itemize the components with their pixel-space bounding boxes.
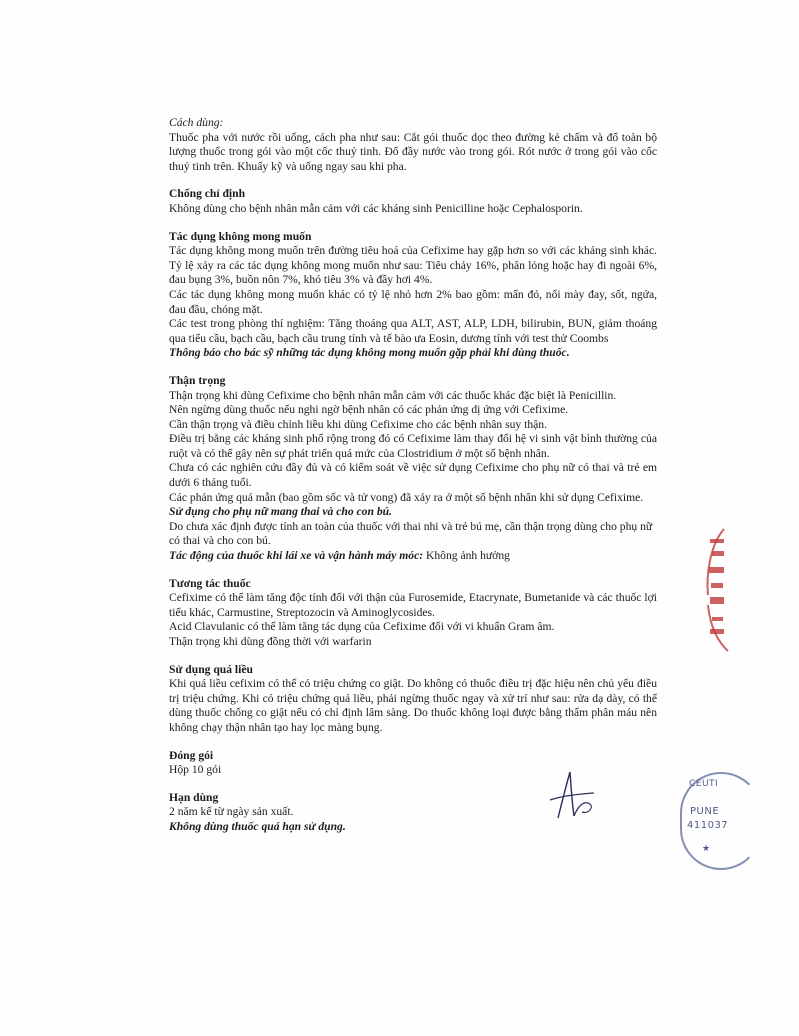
precautions-section bbox=[169, 374, 657, 564]
precaution-line: Cần thận trọng và điều chỉnh liều khi dùng Cefixime cho các bệnh nhân suy thận. bbox=[169, 417, 547, 431]
pregnancy-heading: Sử dụng cho phụ nữ mang thai và cho con bú. bbox=[169, 505, 392, 519]
side-effects-paragraph: Các tác dụng không mong muốn khác có tỷ lệ nhỏ hơn 2% bao gồm: mẩn đỏ, nổi mày đay, sốt, ngứa, đau đầu, chóng mặt. bbox=[169, 287, 657, 316]
side-effects-paragraph: Tác dụng không mong muốn trên đường tiêu hoá của Cefixime hay gặp hơn so với các kháng sinh khác. Tỷ lệ xảy ra các tác dụng không mong muốn như sau: Tiêu chảy 16%, phân lỏng hoặc hay đi ngoài 6%, đau bụng 3%, buồn nôn 7%, khó tiêu 3% và đầy hơi 4%. bbox=[169, 244, 657, 287]
precaution-line: Chưa có các nghiên cứu đầy đủ và có kiểm soát về việc sử dụng Cefixime cho phụ nữ có thai và trẻ em dưới 6 tháng tuổi. bbox=[169, 461, 657, 490]
interactions-heading: Tương tác thuốc bbox=[169, 576, 251, 590]
driving-heading: Tác động của thuốc khi lái xe và vận hành máy móc: bbox=[169, 549, 424, 563]
stamp-text-city: PUNE bbox=[690, 806, 720, 817]
usage-heading: Cách dùng: bbox=[169, 116, 224, 129]
side-effects-heading: Tác dụng không mong muốn bbox=[169, 229, 312, 243]
pregnancy-text: Do chưa xác định được tính an toàn của thuốc với thai nhi và trẻ bú mẹ, cần thận trọng dùng cho phụ nữ có thai và cho con bú. bbox=[169, 519, 653, 548]
precaution-line: Điều trị bằng các kháng sinh phổ rộng trong đó có Cefixime làm thay đổi hệ vi sinh vật bình thường của ruột và có thể gây nên sự phát triển quá mức của Clostridium ở một số bệnh nhân. bbox=[169, 432, 657, 460]
contraindications-heading: Chống chỉ định bbox=[169, 187, 246, 201]
precautions-heading: Thận trọng bbox=[169, 373, 226, 387]
signature-mark bbox=[544, 766, 600, 826]
document-body bbox=[169, 116, 657, 835]
interaction-line: Acid Clavulanic có thể làm tăng tác dụng của Cefixime đối với vi khuẩn Gram âm. bbox=[169, 620, 555, 634]
usage-text: Thuốc pha với nước rồi uống, cách pha như sau: Cắt gói thuốc dọc theo đường kẻ chấm và đổ toàn bộ lượng thuốc trong gói vào một cốc thuỷ tinh. Đổ đầy nước vào trong gói. Rót nước ở trong gói vào cốc thuỷ tinh trên. Khuấy kỹ và uống ngay sau khi pha. bbox=[169, 130, 657, 173]
stamp-text-top: CEUTI bbox=[689, 779, 719, 789]
overdose-heading: Sử dụng quá liều bbox=[169, 662, 253, 676]
precaution-line: Các phản ứng quá mẫn (bao gồm sốc và tử vong) đã xảy ra ở một số bệnh nhân khi sử dụng Cefixime. bbox=[169, 490, 644, 504]
expiry-text: 2 năm kể từ ngày sản xuất. bbox=[169, 805, 294, 819]
precaution-line: Nên ngừng dùng thuốc nếu nghi ngờ bệnh nhân có các phản ứng dị ứng với Cefixime. bbox=[169, 403, 569, 417]
driving-line bbox=[169, 549, 657, 564]
interactions-section bbox=[169, 577, 657, 650]
packaging-heading: Đóng gói bbox=[169, 748, 214, 762]
driving-text: Không ảnh hưởng bbox=[423, 549, 510, 563]
stamp-text-code: 411037 bbox=[687, 820, 729, 831]
expiry-warning: Không dùng thuốc quá hạn sử dụng. bbox=[169, 819, 346, 833]
red-stamp-fragment bbox=[700, 525, 730, 655]
side-effects-paragraph: Các test trong phòng thí nghiệm: Tăng thoáng qua ALT, AST, ALP, LDH, bilirubin, BUN, giảm thoáng qua tiểu cầu, bạch cầu, bạch cầu trung tính và tế bào ưa Eosin, dương tính với test thử Coombs bbox=[169, 317, 657, 345]
expiry-heading: Hạn dùng bbox=[169, 790, 219, 804]
usage-section bbox=[169, 116, 657, 174]
interaction-line: Cefixime có thể làm tăng độc tính đối với thận của Furosemide, Etacrynate, Bumetanide và các thuốc lợi tiểu khác, Carmustine, Streptozocin và Aminoglycosides. bbox=[169, 591, 657, 619]
side-effects-notice: Thông báo cho bác sỹ những tác dụng không mong muốn gặp phải khi dùng thuốc. bbox=[169, 346, 570, 360]
side-effects-section bbox=[169, 230, 657, 361]
contraindications-text: Không dùng cho bệnh nhân mẫn cảm với các kháng sinh Penicilline hoặc Cephalosporin. bbox=[169, 201, 583, 215]
blue-stamp-fragment bbox=[680, 772, 732, 868]
interaction-line: Thận trọng khi dùng đồng thời với warfarin bbox=[169, 635, 372, 648]
packaging-text: Hộp 10 gói bbox=[169, 763, 222, 777]
contraindications-section bbox=[169, 187, 657, 216]
overdose-text: Khi quá liều cefixim có thể có triệu chứng co giật. Do không có thuốc điều trị đặc hiệu nên chủ yếu điều trị triệu chứng. Khi có triệu chứng quá liều, phải ngừng thuốc ngay và xử trí như sau: rửa dạ dày, có thể dùng thuốc chống co giật nếu có chỉ định lâm sàng. Do thuốc không loại được bằng thẩm phân máu nên không chạy thận nhân tạo hay lọc màng bụng. bbox=[169, 677, 657, 734]
stamp-star-icon: ★ bbox=[702, 844, 711, 854]
precaution-line: Thận trọng khi dùng Cefixime cho bệnh nhân mẫn cảm với các thuốc khác đặc biệt là Penicillin. bbox=[169, 388, 617, 402]
overdose-section bbox=[169, 663, 657, 736]
